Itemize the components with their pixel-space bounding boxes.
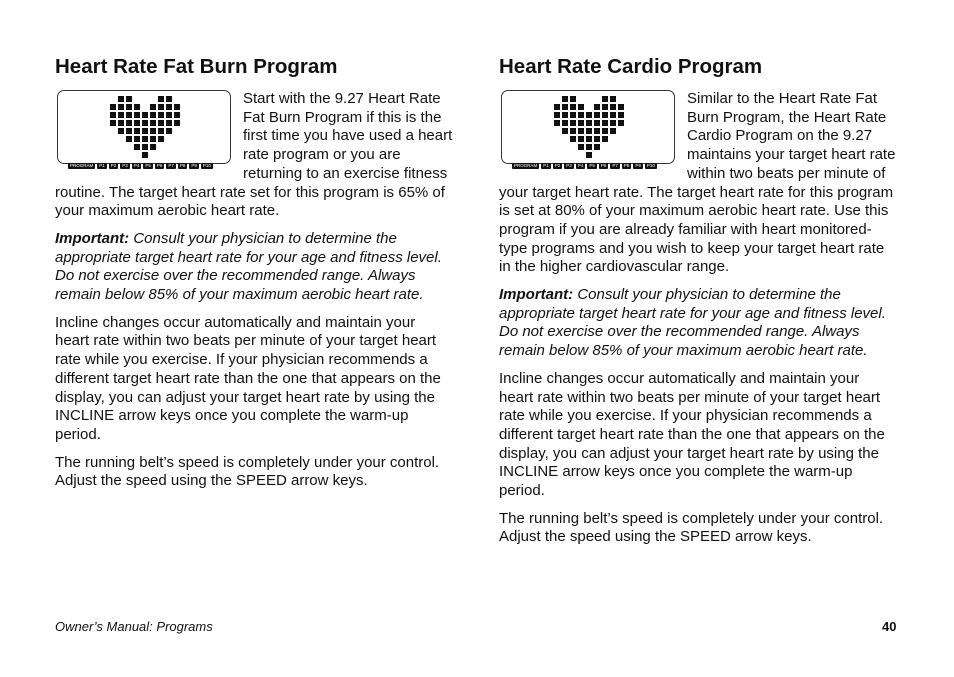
heart-pixel: [618, 112, 624, 118]
section-title-fat-burn: Heart Rate Fat Burn Program: [55, 55, 338, 78]
program-key-label: P4: [133, 163, 140, 168]
heart-pixel: [150, 112, 156, 118]
heart-pixel: [110, 96, 116, 102]
heart-pixel: [166, 152, 172, 158]
program-key-label: P10: [202, 163, 211, 168]
program-key-label: P2: [554, 163, 561, 168]
heart-pixel: [554, 112, 560, 118]
heart-pixel: [126, 136, 132, 142]
heart-pixel: [562, 104, 568, 110]
heart-pixel: [602, 104, 608, 110]
heart-pixel: [126, 128, 132, 134]
heart-pixel: [110, 112, 116, 118]
program-key-label: PROGRAM: [70, 163, 94, 168]
heart-pixel: [570, 144, 576, 150]
program-key-label: P2: [110, 163, 117, 168]
heart-pixel: [174, 152, 180, 158]
heart-pixel: [150, 136, 156, 142]
heart-pixel: [554, 104, 560, 110]
program-key-label: P8: [179, 163, 186, 168]
heart-pixel: [110, 120, 116, 126]
heart-pixel: [134, 136, 140, 142]
heart-pixel: [554, 96, 560, 102]
heart-pixel: [570, 120, 576, 126]
heart-pixel: [118, 128, 124, 134]
heart-pixel: [578, 136, 584, 142]
heart-pixel: [150, 120, 156, 126]
heart-display-illustration: [501, 90, 675, 168]
page-number: 40: [882, 619, 897, 634]
heart-pixel: [570, 128, 576, 134]
heart-icon: [110, 96, 180, 158]
heart-pixel: [126, 120, 132, 126]
heart-pixel: [562, 152, 568, 158]
heart-icon: [554, 96, 624, 158]
heart-pixel: [142, 128, 148, 134]
heart-pixel: [602, 112, 608, 118]
heart-pixel: [158, 152, 164, 158]
heart-pixel: [118, 112, 124, 118]
heart-pixel: [586, 152, 592, 158]
heart-pixel: [174, 136, 180, 142]
heart-pixel: [610, 128, 616, 134]
program-key-label: P5: [145, 163, 151, 168]
heart-pixel: [570, 152, 576, 158]
heart-pixel: [110, 144, 116, 150]
incline-paragraph: Incline changes occur automatically and maintain your heart rate within two beats per minute of your target heart rate while you exercise. If your physician recommends a different target heart rate than the one that appears on the display, you can adjust your target heart rate by using the INCLINE arrow keys once you complete the warm-up period.: [499, 369, 885, 500]
heart-pixel: [150, 104, 156, 110]
heart-pixel: [594, 120, 600, 126]
heart-pixel: [578, 104, 584, 110]
heart-pixel: [110, 136, 116, 142]
heart-pixel: [570, 96, 576, 102]
heart-pixel: [150, 96, 156, 102]
heart-pixel: [610, 112, 616, 118]
heart-pixel: [142, 144, 148, 150]
heart-pixel: [118, 104, 124, 110]
program-key-label: P10: [646, 163, 655, 168]
intro-paragraph: Similar to the Heart Rate Fat Burn Program, the Heart Rate Cardio Program on the 9.27 maintains your target heart rate within two beats per minute of your target heart rate. The target heart rate for this program is set at 80% of your maximum aerobic heart rate. Use this program if you are already familiar with heart monitored-type programs and you wish to keep your target heart rate in the higher cardiovascular range.: [499, 90, 896, 276]
heart-pixel: [586, 136, 592, 142]
speed-paragraph: The running belt’s speed is completely under your control. Adjust the speed using the SPEED arrow keys.: [55, 453, 440, 490]
incline-paragraph: Incline changes occur automatically and maintain your heart rate within two beats per minute of your target heart rate while you exercise. If your physician recommends a different target heart rate than the one that appears on the display, you can adjust your target heart rate by using the INCLINE arrow keys once you complete the warm-up period.: [55, 313, 441, 443]
heart-pixel: [618, 152, 624, 158]
heart-pixel: [142, 96, 148, 102]
heart-pixel: [174, 104, 180, 110]
heart-pixel: [166, 136, 172, 142]
heart-pixel: [594, 112, 600, 118]
heart-pixel: [554, 136, 560, 142]
heart-pixel: [618, 104, 624, 110]
heart-pixel: [618, 136, 624, 142]
important-label: Important:: [55, 229, 130, 247]
heart-pixel: [142, 104, 148, 110]
heart-pixel: [586, 112, 592, 118]
heart-pixel: [142, 120, 148, 126]
heart-pixel: [142, 112, 148, 118]
heart-pixel: [126, 104, 132, 110]
heart-pixel: [578, 144, 584, 150]
program-key-label: P6: [156, 163, 163, 168]
heart-pixel: [562, 128, 568, 134]
heart-pixel: [158, 144, 164, 150]
heart-pixel: [166, 104, 172, 110]
heart-pixel: [594, 128, 600, 134]
heart-pixel: [586, 104, 592, 110]
important-note: [499, 286, 897, 361]
heart-pixel: [602, 128, 608, 134]
heart-pixel: [174, 120, 180, 126]
program-keys-strip: [68, 163, 213, 169]
heart-pixel: [158, 96, 164, 102]
heart-pixel: [602, 144, 608, 150]
intro-paragraph: Start with the 9.27 Heart Rate Fat Burn Program if this is the first time you have used a heart rate program or you are returning to an exercise fitness routine. The target heart rate set for this program is 65% of your maximum aerobic heart rate.: [55, 90, 453, 220]
heart-pixel: [142, 152, 148, 158]
heart-pixel: [158, 128, 164, 134]
heart-pixel: [610, 152, 616, 158]
heart-pixel: [610, 120, 616, 126]
heart-pixel: [594, 104, 600, 110]
heart-pixel: [134, 128, 140, 134]
heart-pixel: [166, 96, 172, 102]
program-key-label: P1: [543, 163, 549, 168]
heart-pixel: [150, 128, 156, 134]
program-key-label: P9: [191, 163, 197, 168]
heart-display-illustration: [57, 90, 231, 168]
heart-pixel: [610, 144, 616, 150]
heart-pixel: [602, 136, 608, 142]
heart-pixel: [594, 136, 600, 142]
speed-paragraph: The running belt’s speed is completely under your control. Adjust the speed using the SPEED arrow keys.: [499, 509, 884, 546]
program-key-label: P7: [168, 163, 174, 168]
heart-pixel: [618, 128, 624, 134]
heart-pixel: [570, 104, 576, 110]
heart-pixel: [118, 152, 124, 158]
heart-pixel: [110, 128, 116, 134]
heart-pixel: [618, 144, 624, 150]
heart-pixel: [134, 96, 140, 102]
heart-pixel: [158, 120, 164, 126]
heart-pixel: [578, 128, 584, 134]
heart-pixel: [578, 152, 584, 158]
heart-pixel: [554, 144, 560, 150]
heart-pixel: [118, 120, 124, 126]
heart-pixel: [110, 152, 116, 158]
heart-pixel: [586, 96, 592, 102]
heart-pixel: [134, 152, 140, 158]
heart-pixel: [562, 136, 568, 142]
heart-pixel: [562, 112, 568, 118]
heart-pixel: [166, 120, 172, 126]
heart-pixel: [610, 136, 616, 142]
heart-pixel: [570, 112, 576, 118]
heart-pixel: [554, 152, 560, 158]
heart-pixel: [602, 120, 608, 126]
important-note: [55, 230, 453, 305]
heart-pixel: [562, 96, 568, 102]
footer-manual-title: Owner’s Manual: Programs: [55, 619, 213, 634]
heart-pixel: [562, 144, 568, 150]
heart-pixel: [150, 144, 156, 150]
program-keys-strip: [512, 163, 657, 169]
heart-pixel: [174, 112, 180, 118]
heart-pixel: [618, 96, 624, 102]
heart-pixel: [126, 152, 132, 158]
heart-pixel: [126, 144, 132, 150]
heart-pixel: [594, 96, 600, 102]
heart-pixel: [578, 96, 584, 102]
heart-pixel: [554, 128, 560, 134]
program-key-label: P3: [566, 163, 572, 168]
heart-pixel: [174, 128, 180, 134]
heart-pixel: [134, 112, 140, 118]
heart-pixel: [554, 120, 560, 126]
heart-pixel: [618, 120, 624, 126]
heart-pixel: [118, 136, 124, 142]
heart-pixel: [562, 120, 568, 126]
heart-pixel: [166, 144, 172, 150]
heart-pixel: [126, 96, 132, 102]
important-text: Consult your physician to determine the appropriate target heart rate for your age and fitness level. Do not exercise over the recommended range. Always remain below 85% of your maximum aerobic heart rate.: [55, 229, 442, 304]
heart-pixel: [586, 128, 592, 134]
program-key-label: P8: [623, 163, 630, 168]
heart-pixel: [602, 96, 608, 102]
heart-pixel: [594, 152, 600, 158]
section-title-cardio: Heart Rate Cardio Program: [499, 55, 763, 78]
program-key-label: P9: [635, 163, 641, 168]
heart-pixel: [118, 144, 124, 150]
heart-pixel: [570, 136, 576, 142]
left-column: [55, 54, 453, 500]
program-key-label: P3: [122, 163, 128, 168]
program-key-label: P4: [577, 163, 584, 168]
heart-pixel: [158, 112, 164, 118]
heart-pixel: [158, 104, 164, 110]
heart-pixel: [166, 112, 172, 118]
heart-pixel: [174, 96, 180, 102]
heart-pixel: [610, 96, 616, 102]
program-key-label: P5: [589, 163, 595, 168]
heart-pixel: [586, 120, 592, 126]
heart-pixel: [174, 144, 180, 150]
program-key-label: P7: [612, 163, 618, 168]
right-column: [499, 54, 897, 556]
heart-pixel: [602, 152, 608, 158]
heart-pixel: [110, 104, 116, 110]
heart-pixel: [594, 144, 600, 150]
heart-pixel: [150, 152, 156, 158]
heart-pixel: [586, 144, 592, 150]
program-key-label: PROGRAM: [514, 163, 538, 168]
heart-pixel: [118, 96, 124, 102]
heart-pixel: [610, 104, 616, 110]
important-label: Important:: [499, 286, 574, 304]
program-key-label: P6: [600, 163, 607, 168]
heart-pixel: [158, 136, 164, 142]
heart-pixel: [578, 120, 584, 126]
heart-pixel: [578, 112, 584, 118]
program-key-label: P1: [99, 163, 105, 168]
heart-pixel: [134, 120, 140, 126]
heart-pixel: [134, 144, 140, 150]
important-text: Consult your physician to determine the appropriate target heart rate for your age and fitness level. Do not exercise over the recommended range. Always remain below 85% of your maximum aerobic heart rate.: [499, 286, 886, 360]
heart-pixel: [142, 136, 148, 142]
heart-pixel: [166, 128, 172, 134]
heart-pixel: [134, 104, 140, 110]
heart-pixel: [126, 112, 132, 118]
